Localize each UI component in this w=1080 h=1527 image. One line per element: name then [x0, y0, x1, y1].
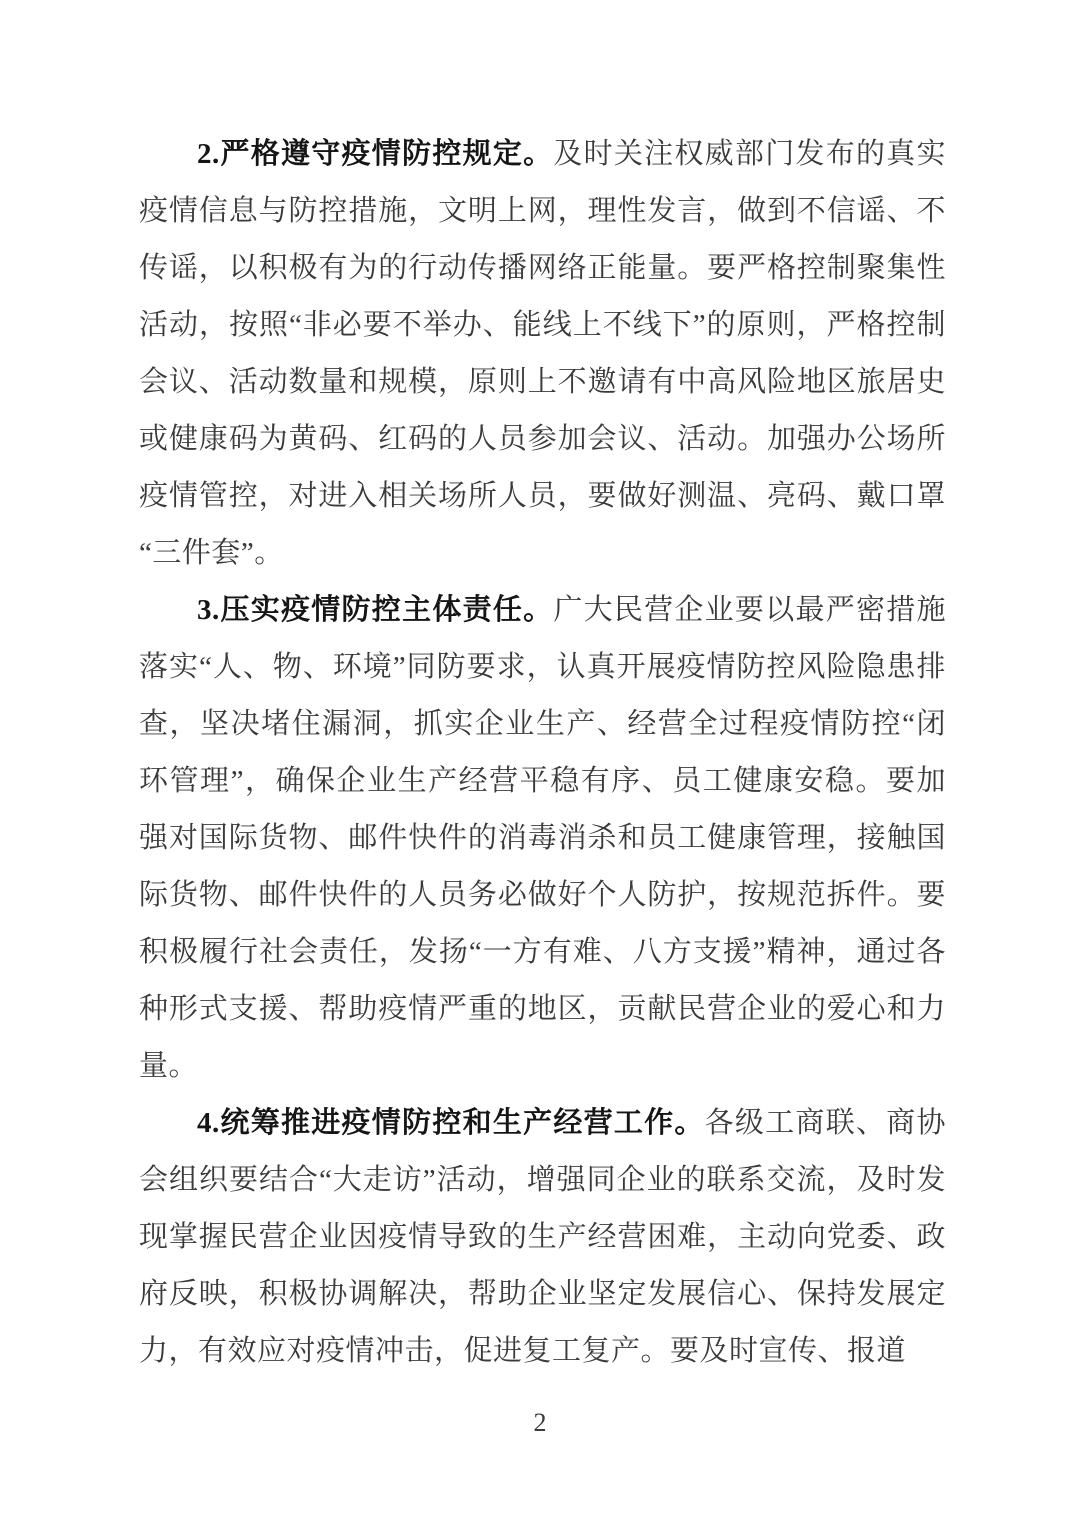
paragraph-section-3 [139, 582, 946, 1095]
paragraph-section-2-heading: 2.严格遵守疫情防控规定。 [197, 138, 554, 170]
paragraph-section-4-text: 各级工商联、商协会组织要结合“大走访”活动，增强同企业的联系交流，及时发现掌握民营企业因疫情导致的生产经营困难，主动向党委、政府反映，积极协调解决，帮助企业坚定发展信心、保持发展定力，有效应对疫情冲击，促进复工复产。要及时宣传、报道 [139, 1107, 946, 1367]
document-body [139, 126, 946, 1380]
page-number: 2 [533, 1408, 547, 1437]
paragraph-section-3-heading: 3.压实疫情防控主体责任。 [197, 594, 554, 626]
paragraph-section-3-text: 广大民营企业要以最严密措施落实“人、物、环境”同防要求，认真开展疫情防控风险隐患排查，坚决堵住漏洞，抓实企业生产、经营全过程疫情防控“闭环管理”，确保企业生产经营平稳有序、员工健康安稳。要加强对国际货物、邮件快件的消毒消杀和员工健康管理，接触国际货物、邮件快件的人员务必做好个人防护，按规范拆件。要积极履行社会责任，发扬“一方有难、八方支援”精神，通过各种形式支援、帮助疫情严重的地区，贡献民营企业的爱心和力量。 [139, 594, 946, 1082]
paragraph-section-2-text: 及时关注权威部门发布的真实疫情信息与防控措施，文明上网，理性发言，做到不信谣、不传谣，以积极有为的行动传播网络正能量。要严格控制聚集性活动，按照“非必要不举办、能线上不线下”的原则，严格控制会议、活动数量和规模，原则上不邀请有中高风险地区旅居史或健康码为黄码、红码的人员参加会议、活动。加强办公场所疫情管控，对进入相关场所人员，要做好测温、亮码、戴口罩“三件套”。 [139, 138, 946, 569]
paragraph-section-4-heading: 4.统筹推进疫情防控和生产经营工作。 [197, 1107, 705, 1139]
paragraph-section-2 [139, 126, 946, 582]
paragraph-section-4 [139, 1095, 946, 1380]
